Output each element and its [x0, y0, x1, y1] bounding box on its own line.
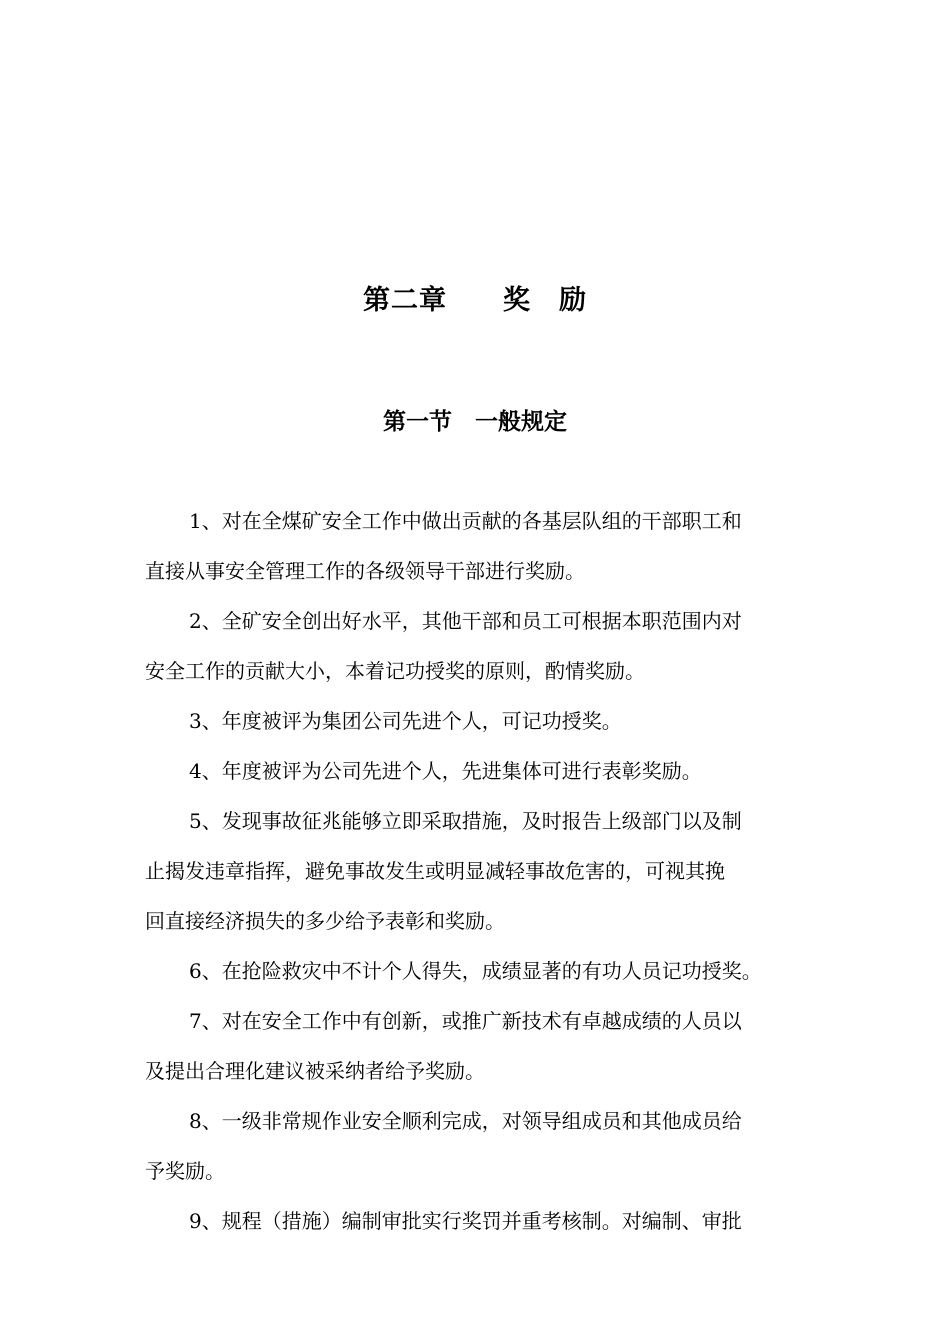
- paragraph-line: 7、对在安全工作中有创新，或推广新技术有卓越成绩的人员以: [189, 1009, 742, 1033]
- paragraph-3: [145, 696, 825, 746]
- paragraph-line: 止揭发违章指挥，避免事故发生或明显减轻事故危害的，可视其挽: [145, 859, 725, 883]
- paragraph-1: [145, 496, 825, 596]
- paragraph-line: 回直接经济损失的多少给予表彰和奖励。: [145, 909, 505, 933]
- paragraph-line: 直接从事安全管理工作的各级领导干部进行奖励。: [145, 559, 585, 583]
- paragraph-line: 予奖励。: [145, 1159, 225, 1183]
- paragraph-line: 9、规程（措施）编制审批实行奖罚并重考核制。对编制、审批: [189, 1209, 742, 1233]
- paragraph-line: 1、对在全煤矿安全工作中做出贡献的各基层队组的干部职工和: [189, 509, 742, 533]
- paragraph-line: 5、发现事故征兆能够立即采取措施，及时报告上级部门以及制: [189, 809, 742, 833]
- paragraph-line: 4、年度被评为公司先进个人，先进集体可进行表彰奖励。: [189, 759, 702, 783]
- paragraph-7: [145, 996, 825, 1096]
- paragraph-8: [145, 1096, 825, 1196]
- section-title: 第一节 一般规定: [383, 408, 567, 435]
- paragraph-6: [145, 946, 825, 996]
- paragraph-4: [145, 746, 825, 796]
- paragraph-line: 6、在抢险救灾中不计个人得失，成绩显著的有功人员记功授奖。: [189, 959, 762, 983]
- body-text: [145, 496, 825, 1246]
- paragraph-line: 安全工作的贡献大小，本着记功授奖的原则，酌情奖励。: [145, 659, 645, 683]
- paragraph-9: [145, 1196, 825, 1246]
- paragraph-5: [145, 796, 825, 946]
- paragraph-line: 3、年度被评为集团公司先进个人，可记功授奖。: [189, 709, 622, 733]
- paragraph-line: 及提出合理化建议被采纳者给予奖励。: [145, 1059, 485, 1083]
- paragraph-2: [145, 596, 825, 696]
- paragraph-line: 2、全矿安全创出好水平，其他干部和员工可根据本职范围内对: [189, 609, 742, 633]
- chapter-title: 第二章 奖 励: [363, 285, 587, 316]
- paragraph-line: 8、一级非常规作业安全顺利完成，对领导组成员和其他成员给: [189, 1109, 742, 1133]
